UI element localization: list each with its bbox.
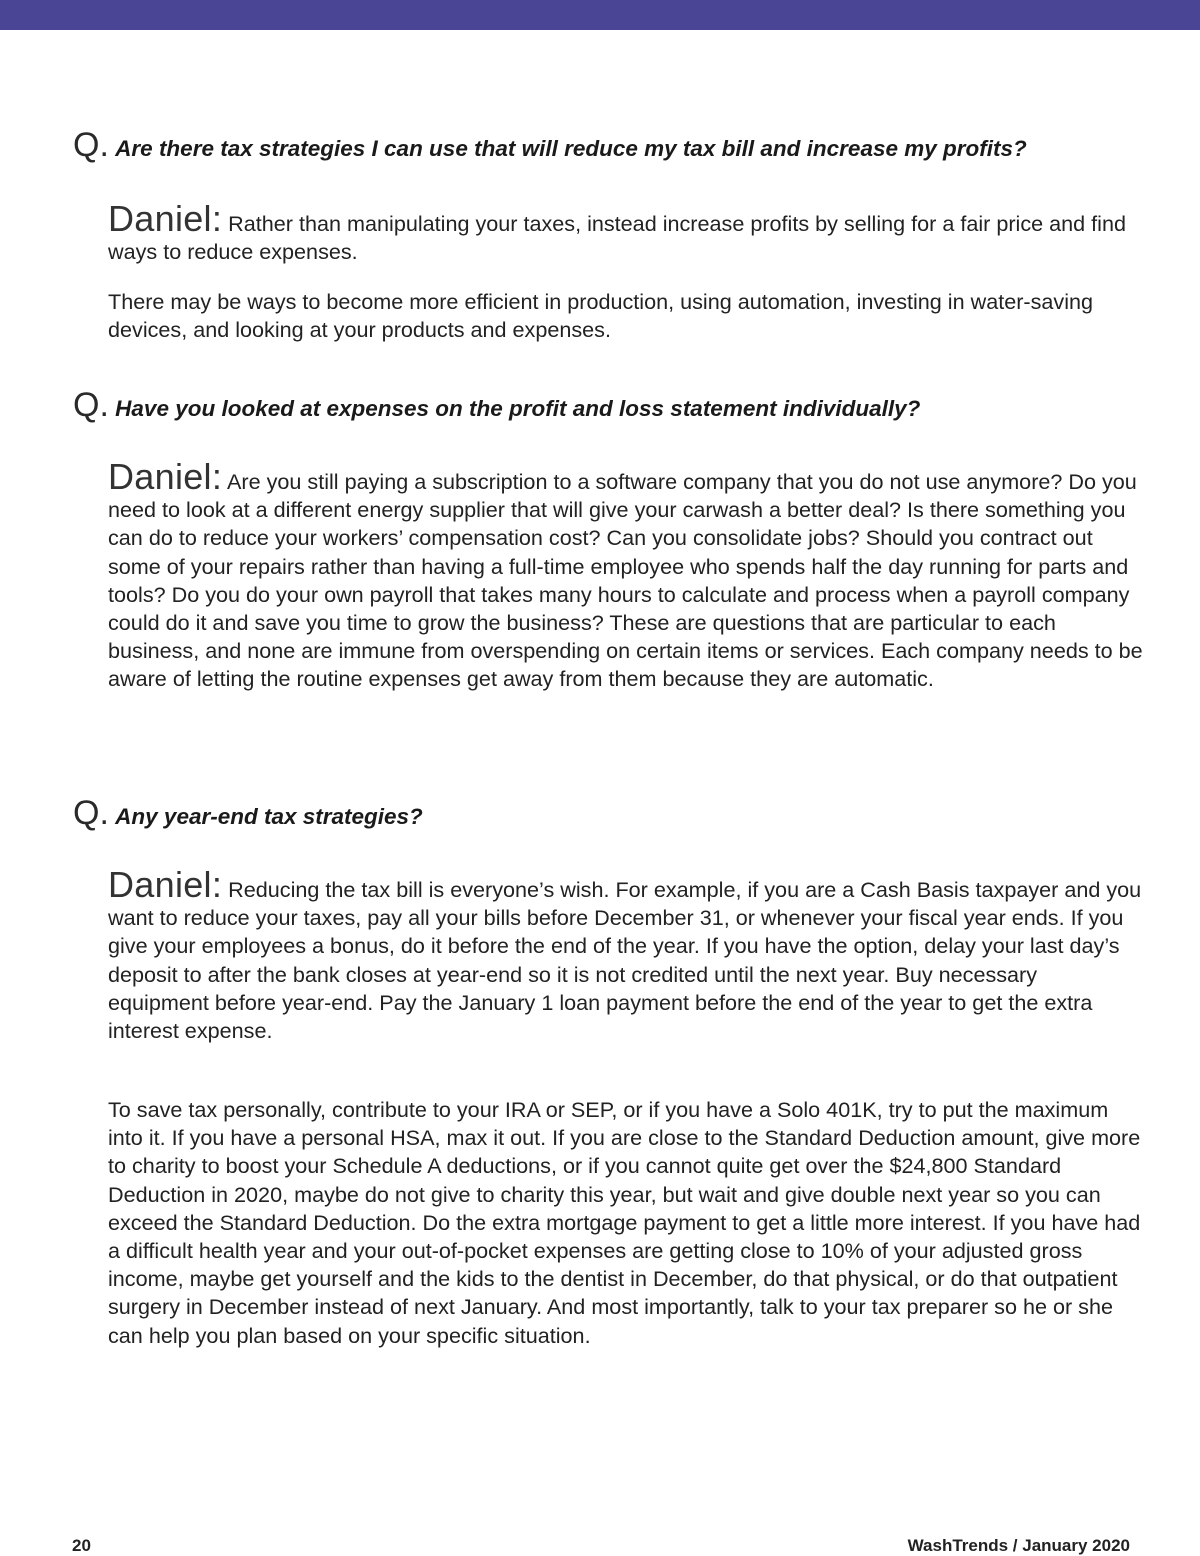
publication-footer: WashTrends / January 2020	[907, 1536, 1130, 1555]
question-marker: Q.	[73, 794, 109, 832]
question-marker: Q.	[73, 126, 109, 164]
answer-text: Are you still paying a subscription to a software company that you do not use anymore? Do you need to look at a different energy supplier that will give your carwash a better deal? Is there something you can do to reduce your workers’ compensation cost? Can you consolidate jobs? Should you contract out some of your repairs rather than having a full-time employee who spends half the day running for parts and tools? Do you do your own payroll that takes many hours to calculate and process when a payroll company could do it and save you time to grow the business? These are questions that are particular to each business, and none are immune from overspending on certain items or services. Each company needs to be aware of letting the routine expenses get away from them because they are automatic.	[108, 469, 1143, 692]
answer-3	[108, 864, 1143, 1045]
answer-1	[108, 198, 1143, 266]
question-3	[73, 794, 1153, 832]
speaker-label: Daniel:	[108, 198, 223, 239]
answer-text: Reducing the tax bill is everyone’s wish. For example, if you are a Cash Basis taxpayer and you want to reduce your taxes, pay all your bills before December 31, or whenever your fiscal year ends. If you give your employees a bonus, do it before the end of the year. If you have the option, delay your last day’s deposit to after the bank closes at year-end so it is not credited until the next year. Buy necessary equipment before year-end. Pay the January 1 loan payment before the end of the year to get the extra interest expense.	[108, 877, 1142, 1044]
question-text: Have you looked at expenses on the profit and loss statement individually?	[115, 396, 921, 421]
answer-3-continued: To save tax personally, contribute to your IRA or SEP, or if you have a Solo 401K, try to put the maximum into it. If you have a personal HSA, max it out. If you are close to the Standard Deduction amount, give more to charity to boost your Schedule A deductions, or if you cannot quite get over the $24,800 Standard Deduction in 2020, maybe do not give to charity this year, but wait and give double next year so you can exceed the Standard Deduction. Do the extra mortgage payment to get a little more interest. If you have had a difficult health year and your out-of-pocket expenses are getting close to 10% of your adjusted gross income, maybe get yourself and the kids to the dentist in December, do that physical, or do that outpatient surgery in December instead of next January. And most importantly, talk to your tax preparer so he or she can help you plan based on your specific situation.	[108, 1097, 1141, 1348]
question-marker: Q.	[73, 386, 109, 424]
speaker-label: Daniel:	[108, 864, 223, 905]
question-text: Any year-end tax strategies?	[115, 804, 423, 829]
header-color-bar	[0, 0, 1200, 30]
question-2	[73, 386, 1153, 424]
answer-1-continued: There may be ways to become more efficient in production, using automation, investing in water-saving devices, and looking at your products and expenses.	[108, 289, 1094, 343]
speaker-label: Daniel:	[108, 456, 223, 497]
answer-2	[108, 456, 1143, 694]
question-1	[73, 126, 1153, 164]
question-text: Are there tax strategies I can use that will reduce my tax bill and increase my profits?	[115, 136, 1027, 161]
answer-text: Rather than manipulating your taxes, instead increase profits by selling for a fair price and find ways to reduce expenses.	[108, 211, 1126, 265]
page-number: 20	[72, 1536, 91, 1555]
